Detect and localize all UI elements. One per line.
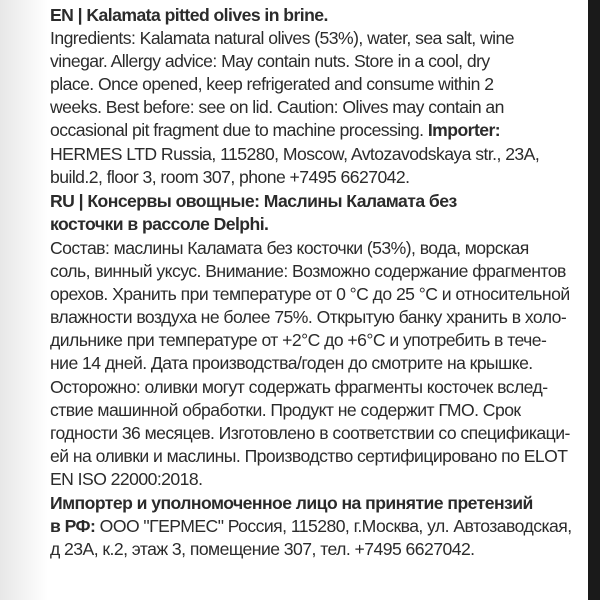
ru-text-line: годности 36 месяцев. Изготовлено в соответствии со спецификаци-	[50, 422, 570, 443]
en-text-line: place. Once opened, keep refrigerated and consume within 2	[50, 74, 494, 95]
en-caution-end: occasional pit fragment due to machine processing.	[50, 120, 424, 141]
ru-importer-address: ООО "ГЕРМЕС" Россия, 115280, г.Москва, ул. Автозаводская,	[95, 516, 572, 537]
en-importer-label: Importer:	[427, 120, 501, 141]
ru-text-line: дильнике при температуре от +2°С до +6°С и употребить в тече-	[50, 330, 547, 351]
product-label-text	[50, 4, 590, 561]
en-text-line	[50, 119, 590, 142]
ru-text-line: ние 14 дней. Дата производства/годен до смотрите на крышке.	[50, 353, 533, 374]
ru-importer-line	[50, 515, 590, 538]
ru-text-line: ей на оливки и маслины. Производство сертифицировано по ELOT	[50, 445, 568, 466]
ru-heading-line: косточки в рассоле Delphi.	[50, 213, 269, 234]
en-text-line: Ingredients: Kalamata natural olives (53%), water, sea salt, wine	[50, 28, 514, 49]
en-text-line: weeks. Best before: see on lid. Caution: Olives may contain an	[50, 97, 504, 118]
en-importer-line: build.2, floor 3, room 307, phone +7495 6627042.	[50, 166, 410, 187]
ru-text-line: Осторожно: оливки могут содержать фрагменты косточек вслед-	[50, 376, 548, 397]
ru-importer-line: д 23А, к.2, этаж 3, помещение 307, тел. +7495 6627042.	[50, 539, 475, 560]
ru-text-line: ствие машинной обработки. Продукт не содержит ГМО. Срок	[50, 399, 521, 420]
ru-importer-label: в РФ:	[50, 516, 96, 537]
ru-text-line: влажности воздуха не более 75%. Открытую банку хранить в холо-	[50, 307, 567, 328]
ru-heading-line: RU | Консервы овощные: Маслины Каламата без	[50, 190, 457, 211]
ru-text-line: EN ISO 22000:2018.	[50, 468, 203, 489]
ru-importer-heading: Импортер и уполномоченное лицо на принятие претензий	[50, 492, 533, 513]
en-text-line: vinegar. Allergy advice: May contain nuts. Store in a cool, dry	[50, 51, 490, 72]
label-shading	[0, 0, 48, 600]
ru-text-line: орехов. Хранить при температуре от 0 °С до 25 °С и относительной	[50, 284, 570, 305]
ru-text-line: Состав: маслины Каламата без косточки (53%), вода, морская	[50, 237, 529, 258]
en-importer-line: HERMES LTD Russia, 115280, Moscow, Avtozavodskaya str., 23A,	[50, 143, 540, 164]
en-heading: EN | Kalamata pitted olives in brine.	[50, 5, 328, 25]
ru-text-line: соль, винный уксус. Внимание: Возможно содержание фрагментов	[50, 261, 566, 282]
